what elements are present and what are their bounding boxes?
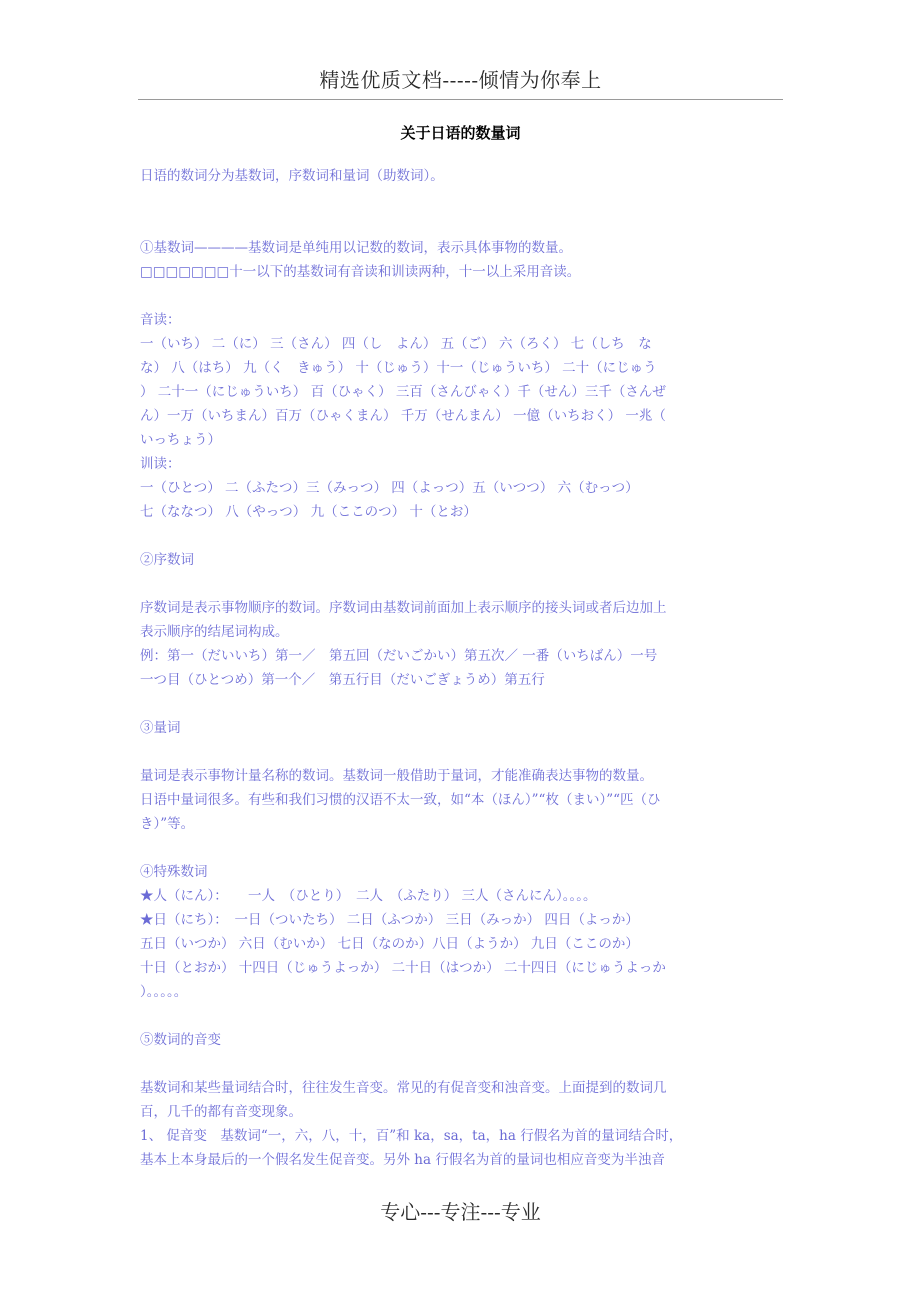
section-heading-cardinal: ①基数词————基数词是单纯用以记数的数词，表示具体事物的数量。 (140, 240, 572, 256)
onyomi-line: ） 二十一（にじゅういち） 百（ひゃく） 三百（さんびゃく）千（せん）三千（さんぜ (140, 384, 666, 400)
kunyomi-line: 一（ひとつ） 二（ふたつ）三（みっつ） 四（よっつ）五（いつつ） 六（むっつ） (140, 480, 639, 496)
page-header: 精选优质文档-----倾情为你奉上 (138, 64, 783, 100)
special-line: 十日（とおか） 十四日（じゅうよっか） 二十日（はつか） 二十四日（にじゅうよっか (140, 960, 666, 976)
special-line: ）。。。。。 (140, 984, 188, 1000)
onyomi-line: ん）一万（いちまん）百万（ひゃくまん） 千万（せんまん） 一億（いちおく） 一兆（ (140, 408, 666, 424)
intro-paragraph: 日语的数词分为基数词，序数词和量词（助数词）。 (140, 168, 444, 184)
section-heading-sound-change: ⑤数词的音变 (140, 1032, 221, 1048)
onyomi-line: いっちょう） (140, 432, 221, 448)
section-heading-special: ④特殊数词 (140, 864, 208, 880)
sound-change-line: 基数词和某些量词结合时，往往发生音变。常见的有促音变和浊音变。上面提到的数词几 (140, 1080, 667, 1096)
sound-change-line: 百，几千的都有音变现象。 (140, 1104, 302, 1120)
ordinal-line: 一つ目（ひとつめ）第一个／ 第五行目（だいごぎょうめ）第五行 (140, 672, 545, 688)
document-title: 关于日语的数量词 (400, 124, 521, 142)
kunyomi-line: 七（ななつ） 八（やっつ） 九（ここのつ） 十（とお） (140, 504, 477, 520)
section-heading-counter: ③量词 (140, 720, 181, 736)
document-body (140, 164, 783, 1172)
cardinal-note: □□□□□□□十一以下的基数词有音读和训读两种，十一以上采用音读。 (140, 264, 581, 280)
sound-change-line: 基本上本身最后的一个假名发生促音变。另外 ha 行假名为首的量词也相应音变为半浊音 (140, 1152, 665, 1168)
sound-change-line: 1、 促音变 基数词“一，六，八，十，百”和 ka，sa，ta，ha 行假名为首的量词结合时， (140, 1128, 683, 1144)
counter-line: き）”等。 (140, 816, 195, 832)
special-line: ★人（にん）： 一人 （ひとり） 二人 （ふたり） 三人（さんにん）。。。。 (140, 888, 597, 904)
ordinal-line: 例：第一（だいいち）第一／ 第五回（だいごかい）第五次／ 一番（いちばん）一号 (140, 648, 658, 664)
kunyomi-label: 训读： (140, 456, 181, 472)
onyomi-line: な） 八（はち） 九（く きゅう） 十（じゅう）十一（じゅういち） 二十（にじゅう (140, 360, 657, 376)
special-line: 五日（いつか） 六日（むいか） 七日（なのか）八日（ようか） 九日（ここのか） (140, 936, 639, 952)
section-heading-ordinal: ②序数词 (140, 552, 194, 568)
onyomi-label: 音读： (140, 312, 181, 328)
page-footer: 专心---专注---专业 (380, 1200, 541, 1224)
ordinal-line: 表示顺序的结尾词构成。 (140, 624, 289, 640)
special-line: ★日（にち）： 一日（ついたち） 二日（ふつか） 三日（みっか） 四日（よっか） (140, 912, 639, 928)
onyomi-line: 一（いち） 二（に） 三（さん） 四（し よん） 五（ご） 六（ろく） 七（しち な (140, 336, 652, 352)
counter-line: 量词是表示事物计量名称的数词。基数词一般借助于量词，才能准确表达事物的数量。 (140, 768, 653, 784)
counter-line: 日语中量词很多。有些和我们习惯的汉语不太一致，如“本（ほん）”“枚（まい）”“匹（ひ (140, 792, 661, 808)
ordinal-line: 序数词是表示事物顺序的数词。序数词由基数词前面加上表示顺序的接头词或者后边加上 (140, 600, 667, 616)
